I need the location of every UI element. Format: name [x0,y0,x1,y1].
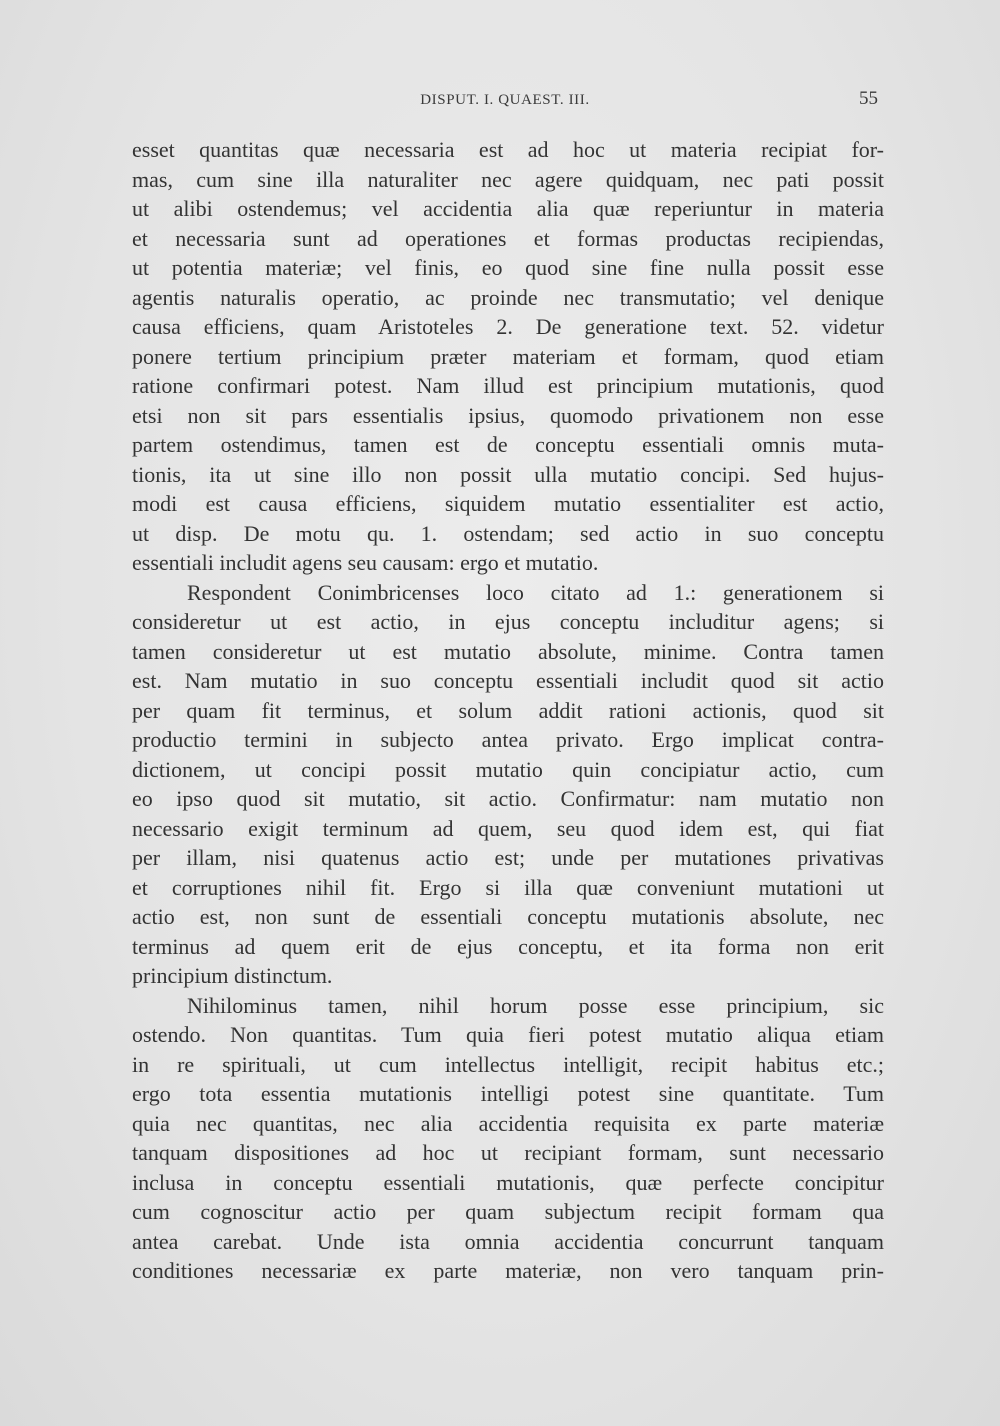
text-line: productio termini in subjecto antea privato. Ergo implicat contra- [132,727,884,752]
text-line: ut alibi ostendemus; vel accidentia alia quæ reperiuntur in materia [132,196,884,221]
text-line: principium distinctum. [132,963,333,988]
text-line: ratione confirmari potest. Nam illud est principium mutationis, quod [132,373,884,398]
text-line: et necessaria sunt ad operationes et formas productas recipiendas, [132,225,884,251]
text-line: agentis naturalis operatio, ac proinde nec transmutatio; vel denique [132,284,884,310]
text-line: tionis, ita ut sine illo non possit ulla mutatio concipi. Sed hujus- [132,461,884,487]
text-line: conditiones necessariæ ex parte materiæ, non vero tanquam prin- [132,1258,884,1283]
text-line: eo ipso quod sit mutatio, sit actio. Confirmatur: nam mutatio non [132,786,884,811]
text-line: ut disp. De motu qu. 1. ostendam; sed actio in suo conceptu [132,520,884,546]
text-line: et corruptiones nihil fit. Ergo si illa quæ conveniunt mutationi ut [132,874,884,900]
text-line: est. Nam mutatio in suo conceptu essentiali includit quod sit actio [132,668,884,693]
text-line: actio est, non sunt de essentiali conceptu mutationis absolute, nec [132,904,884,929]
text-line: partem ostendimus, tamen est de conceptu essentiali omnis muta- [132,432,884,457]
text-line: causa efficiens, quam Aristoteles 2. De generatione text. 52. videtur [132,314,884,339]
text-line: esset quantitas quæ necessaria est ad hoc ut materia recipiat for- [132,137,884,162]
text-line: antea carebat. Unde ista omnia accidentia concurrunt tanquam [132,1228,884,1254]
text-line: tamen consideretur ut est mutatio absolute, minime. Contra tamen [132,638,884,664]
text-line: tanquam dispositiones ad hoc ut recipiant formam, sunt necessario [132,1140,884,1165]
text-line: ut potentia materiæ; vel finis, eo quod sine fine nulla possit esse [132,255,884,280]
text-line: inclusa in conceptu essentiali mutationis, quæ perfecte concipitur [132,1169,884,1195]
text-line: quia nec quantitas, nec alia accidentia requisita ex parte materiæ [132,1110,884,1136]
text-line: Nihilominus tamen, nihil horum posse esse principium, sic [187,992,884,1018]
body-text [132,135,884,1286]
text-line: Respondent Conimbricenses loco citato ad 1.: generationem si [187,579,884,605]
text-line: consideretur ut est actio, in ejus conceptu includitur agens; si [132,609,884,634]
text-line: etsi non sit pars essentialis ipsius, quomodo privationem non esse [132,402,884,428]
text-line: ergo tota essentia mutationis intelligi potest sine quantitate. Tum [132,1081,884,1106]
text-line: essentiali includit agens seu causam: ergo et mutatio. [132,550,599,575]
text-line: per quam fit terminus, et solum addit rationi actionis, quod sit [132,697,884,723]
text-line: mas, cum sine illa naturaliter nec agere quidquam, nec pati possit [132,166,884,192]
running-head-title: DISPUT. I. QUAEST. III. [420,92,590,108]
text-line: ostendo. Non quantitas. Tum quia fieri potest mutatio aliqua etiam [132,1022,884,1047]
page-number: 55 [859,88,878,109]
text-line: terminus ad quem erit de ejus conceptu, et ita forma non erit [132,933,884,959]
text-line: cum cognoscitur actio per quam subjectum recipit formam qua [132,1199,884,1224]
text-line: in re spirituali, ut cum intellectus intelligit, recipit habitus etc.; [132,1051,884,1077]
running-head [132,88,878,112]
text-line: modi est causa efficiens, siquidem mutatio essentialiter est actio, [132,491,884,516]
text-line: dictionem, ut concipi possit mutatio quin concipiatur actio, cum [132,756,884,782]
text-line: necessario exigit terminum ad quem, seu quod idem est, qui fiat [132,815,884,841]
text-line: per illam, nisi quatenus actio est; unde per mutationes privativas [132,845,884,870]
text-line: ponere tertium principium præter materiam et formam, quod etiam [132,343,884,369]
